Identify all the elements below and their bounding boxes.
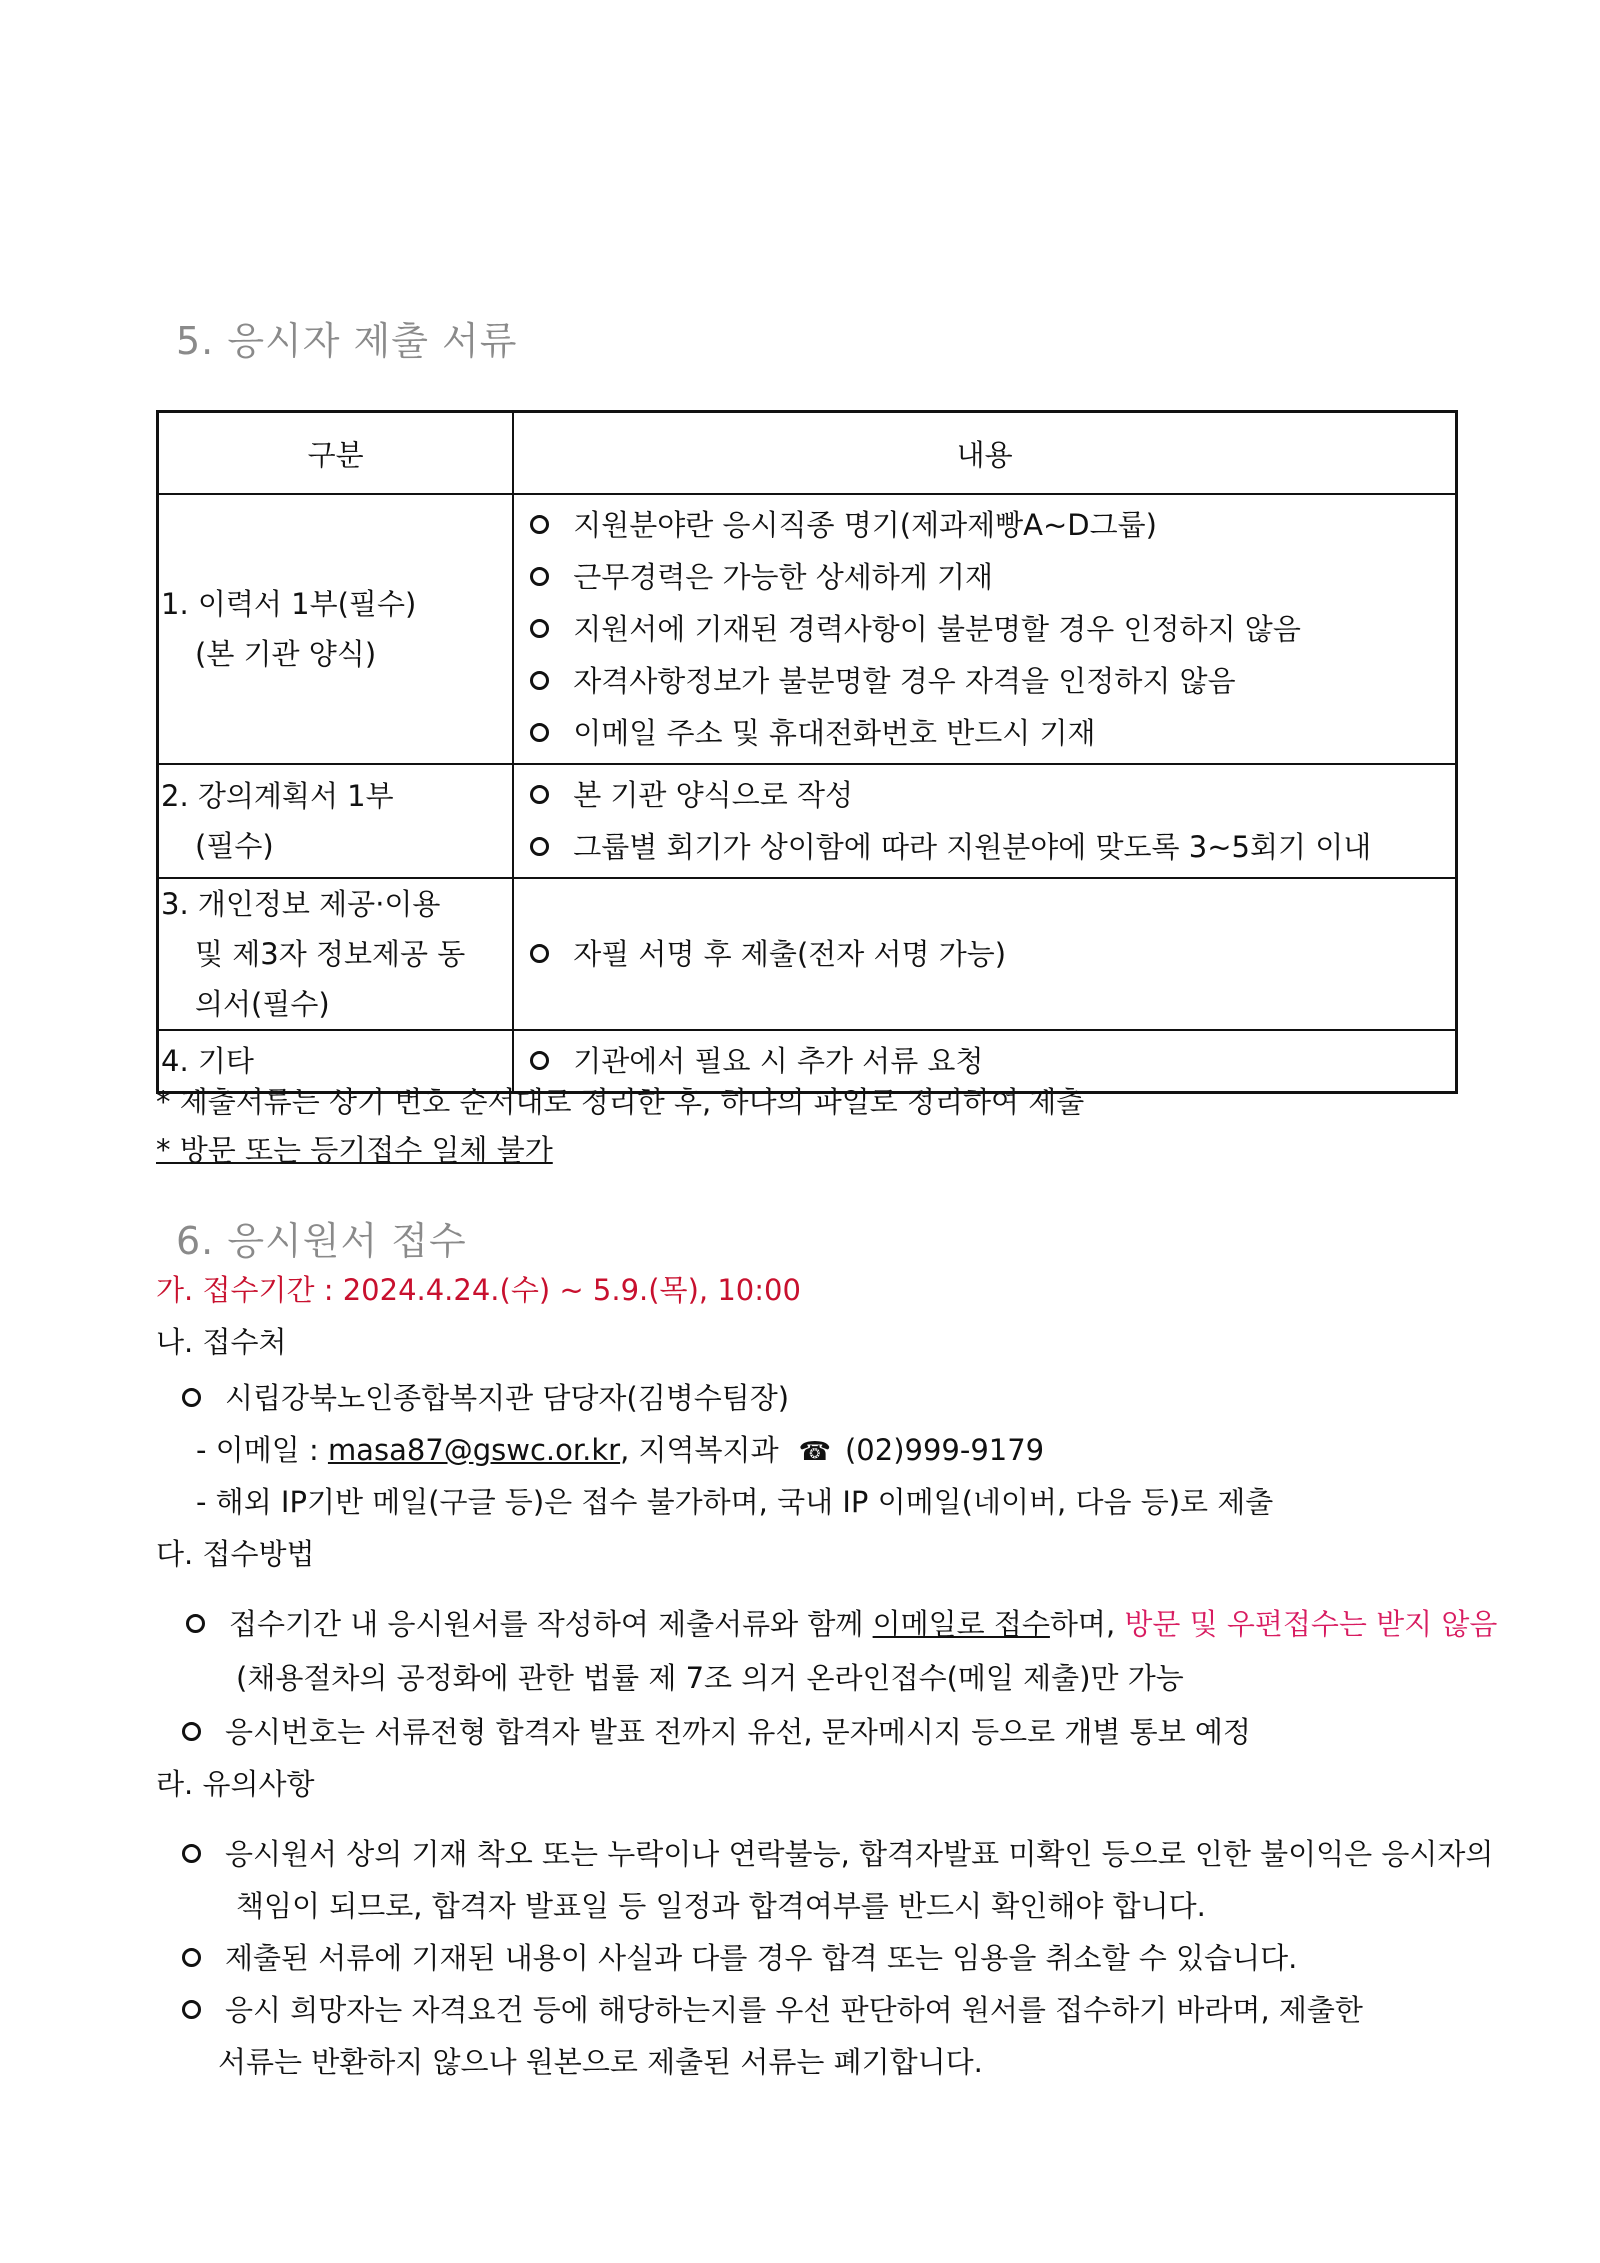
table-notes (156, 1078, 1084, 1174)
circle-bullet-icon (530, 619, 549, 638)
circle-bullet-icon (530, 837, 549, 856)
section-5-title: 5. 응시자 제출 서류 (176, 319, 518, 363)
list-item: 자필 서명 후 제출(전자 서명 가능) (530, 928, 1455, 980)
circle-bullet-icon (182, 1722, 201, 1741)
circle-bullet-icon (182, 1388, 201, 1407)
category-line: (본 기관 양식) (195, 637, 377, 671)
caution-item-1-cont: 책임이 되므로, 합격자 발표일 등 일정과 합격여부를 반드시 확인해야 합니다. (236, 1889, 1206, 1923)
row-content (513, 878, 1456, 1030)
caution-item-3-cont: 서류는 반환하지 않으나 원본으로 제출된 서류는 폐기합니다. (218, 2045, 983, 2079)
row-content (513, 494, 1456, 764)
category-line: 의서(필수) (195, 987, 330, 1021)
section-6-title: 6. 응시원서 접수 (176, 1219, 467, 1263)
place-heading: 나. 접수처 (156, 1325, 287, 1359)
caution-item-3: 응시 희망자는 자격요건 등에 해당하는지를 우선 판단하여 원서를 접수하기 바라며, 제출한 (182, 1988, 1363, 2029)
method-heading: 다. 접수방법 (156, 1537, 315, 1571)
circle-bullet-icon (530, 1051, 549, 1070)
list-item: 기관에서 필요 시 추가 서류 요청 (530, 1035, 1455, 1087)
list-item: 지원서에 기재된 경력사항이 불분명할 경우 인정하지 않음 (530, 603, 1455, 655)
list-item: 이메일 주소 및 휴대전화번호 반드시 기재 (530, 707, 1455, 759)
phone-number: (02)999-9179 (844, 1433, 1045, 1467)
table-header-row (158, 412, 1457, 495)
category-line: 및 제3자 정보제공 동 (195, 937, 466, 971)
table-row (158, 764, 1457, 878)
method-item-1: 접수기간 내 응시원서를 작성하여 제출서류와 함께 이메일로 접수하며, 방문 및 우편접수는 받지 않음 (186, 1602, 1497, 1643)
list-item: 근무경력은 가능한 상세하게 기재 (530, 551, 1455, 603)
note-no-visit: * 방문 또는 등기접수 일체 불가 (156, 1133, 553, 1167)
caution-item-2: 제출된 서류에 기재된 내용이 사실과 다를 경우 합격 또는 임용을 취소할 수 있습니다. (182, 1936, 1297, 1977)
category-line: (필수) (195, 829, 274, 863)
caution-heading: 라. 유의사항 (156, 1767, 315, 1801)
category-line: 4. 기타 (161, 1044, 254, 1078)
circle-bullet-icon (530, 785, 549, 804)
header-content: 내용 (513, 412, 1456, 495)
application-period: 가. 접수기간 : 2024.4.24.(수) ~ 5.9.(목), 10:00 (156, 1273, 801, 1307)
overseas-ip-note: - 해외 IP기반 메일(구글 등)은 접수 불가하며, 국내 IP 이메일(네이버, 다음 등)로 제출 (196, 1485, 1274, 1519)
circle-bullet-icon (182, 1948, 201, 1967)
circle-bullet-icon (530, 515, 549, 534)
row-category (158, 764, 514, 878)
row-content (513, 764, 1456, 878)
note-submission-order: * 제출서류는 상기 번호 순서대로 정리한 후, 하나의 파일로 정리하여 제출 (156, 1085, 1085, 1119)
list-item: 본 기관 양식으로 작성 (530, 769, 1455, 821)
table-row (158, 494, 1457, 764)
circle-bullet-icon (530, 944, 549, 963)
list-item: 자격사항정보가 불분명할 경우 자격을 인정하지 않음 (530, 655, 1455, 707)
circle-bullet-icon (186, 1614, 205, 1633)
row-category (158, 494, 514, 764)
category-line: 2. 강의계획서 1부 (161, 779, 394, 813)
warning-text: 방문 및 우편접수는 받지 않음 (1124, 1607, 1498, 1641)
row-category (158, 878, 514, 1030)
required-documents-table (156, 410, 1458, 1094)
phone-icon: ☎ (798, 1437, 831, 1467)
circle-bullet-icon (182, 2000, 201, 2019)
method-item-2: 응시번호는 서류전형 합격자 발표 전까지 유선, 문자메시지 등으로 개별 통보 예정 (182, 1710, 1251, 1751)
circle-bullet-icon (530, 567, 549, 586)
header-category: 구분 (158, 412, 514, 495)
method-item-1-cont: (채용절차의 공정화에 관한 법률 제 7조 의거 온라인접수(메일 제출)만 가능 (236, 1661, 1184, 1695)
circle-bullet-icon (530, 671, 549, 690)
email-link[interactable]: masa87@gswc.or.kr (327, 1433, 621, 1467)
category-line: 1. 이력서 1부(필수) (161, 587, 417, 621)
category-line: 3. 개인정보 제공·이용 (161, 887, 441, 921)
table-row (158, 878, 1457, 1030)
circle-bullet-icon (182, 1844, 201, 1863)
list-item: 지원분야란 응시직종 명기(제과제빵A~D그룹) (530, 499, 1455, 551)
caution-item-1: 응시원서 상의 기재 착오 또는 누락이나 연락불능, 합격자발표 미확인 등으로 인한 불이익은 응시자의 (182, 1832, 1493, 1873)
contact-line: - 이메일 : masa87@gswc.or.kr, 지역복지과 ☎ (02)999-9179 (196, 1433, 1045, 1467)
circle-bullet-icon (530, 723, 549, 742)
place-org: 시립강북노인종합복지관 담당자(김병수팀장) (182, 1376, 789, 1417)
list-item: 그룹별 회기가 상이함에 따라 지원분야에 맞도록 3~5회기 이내 (530, 821, 1455, 873)
